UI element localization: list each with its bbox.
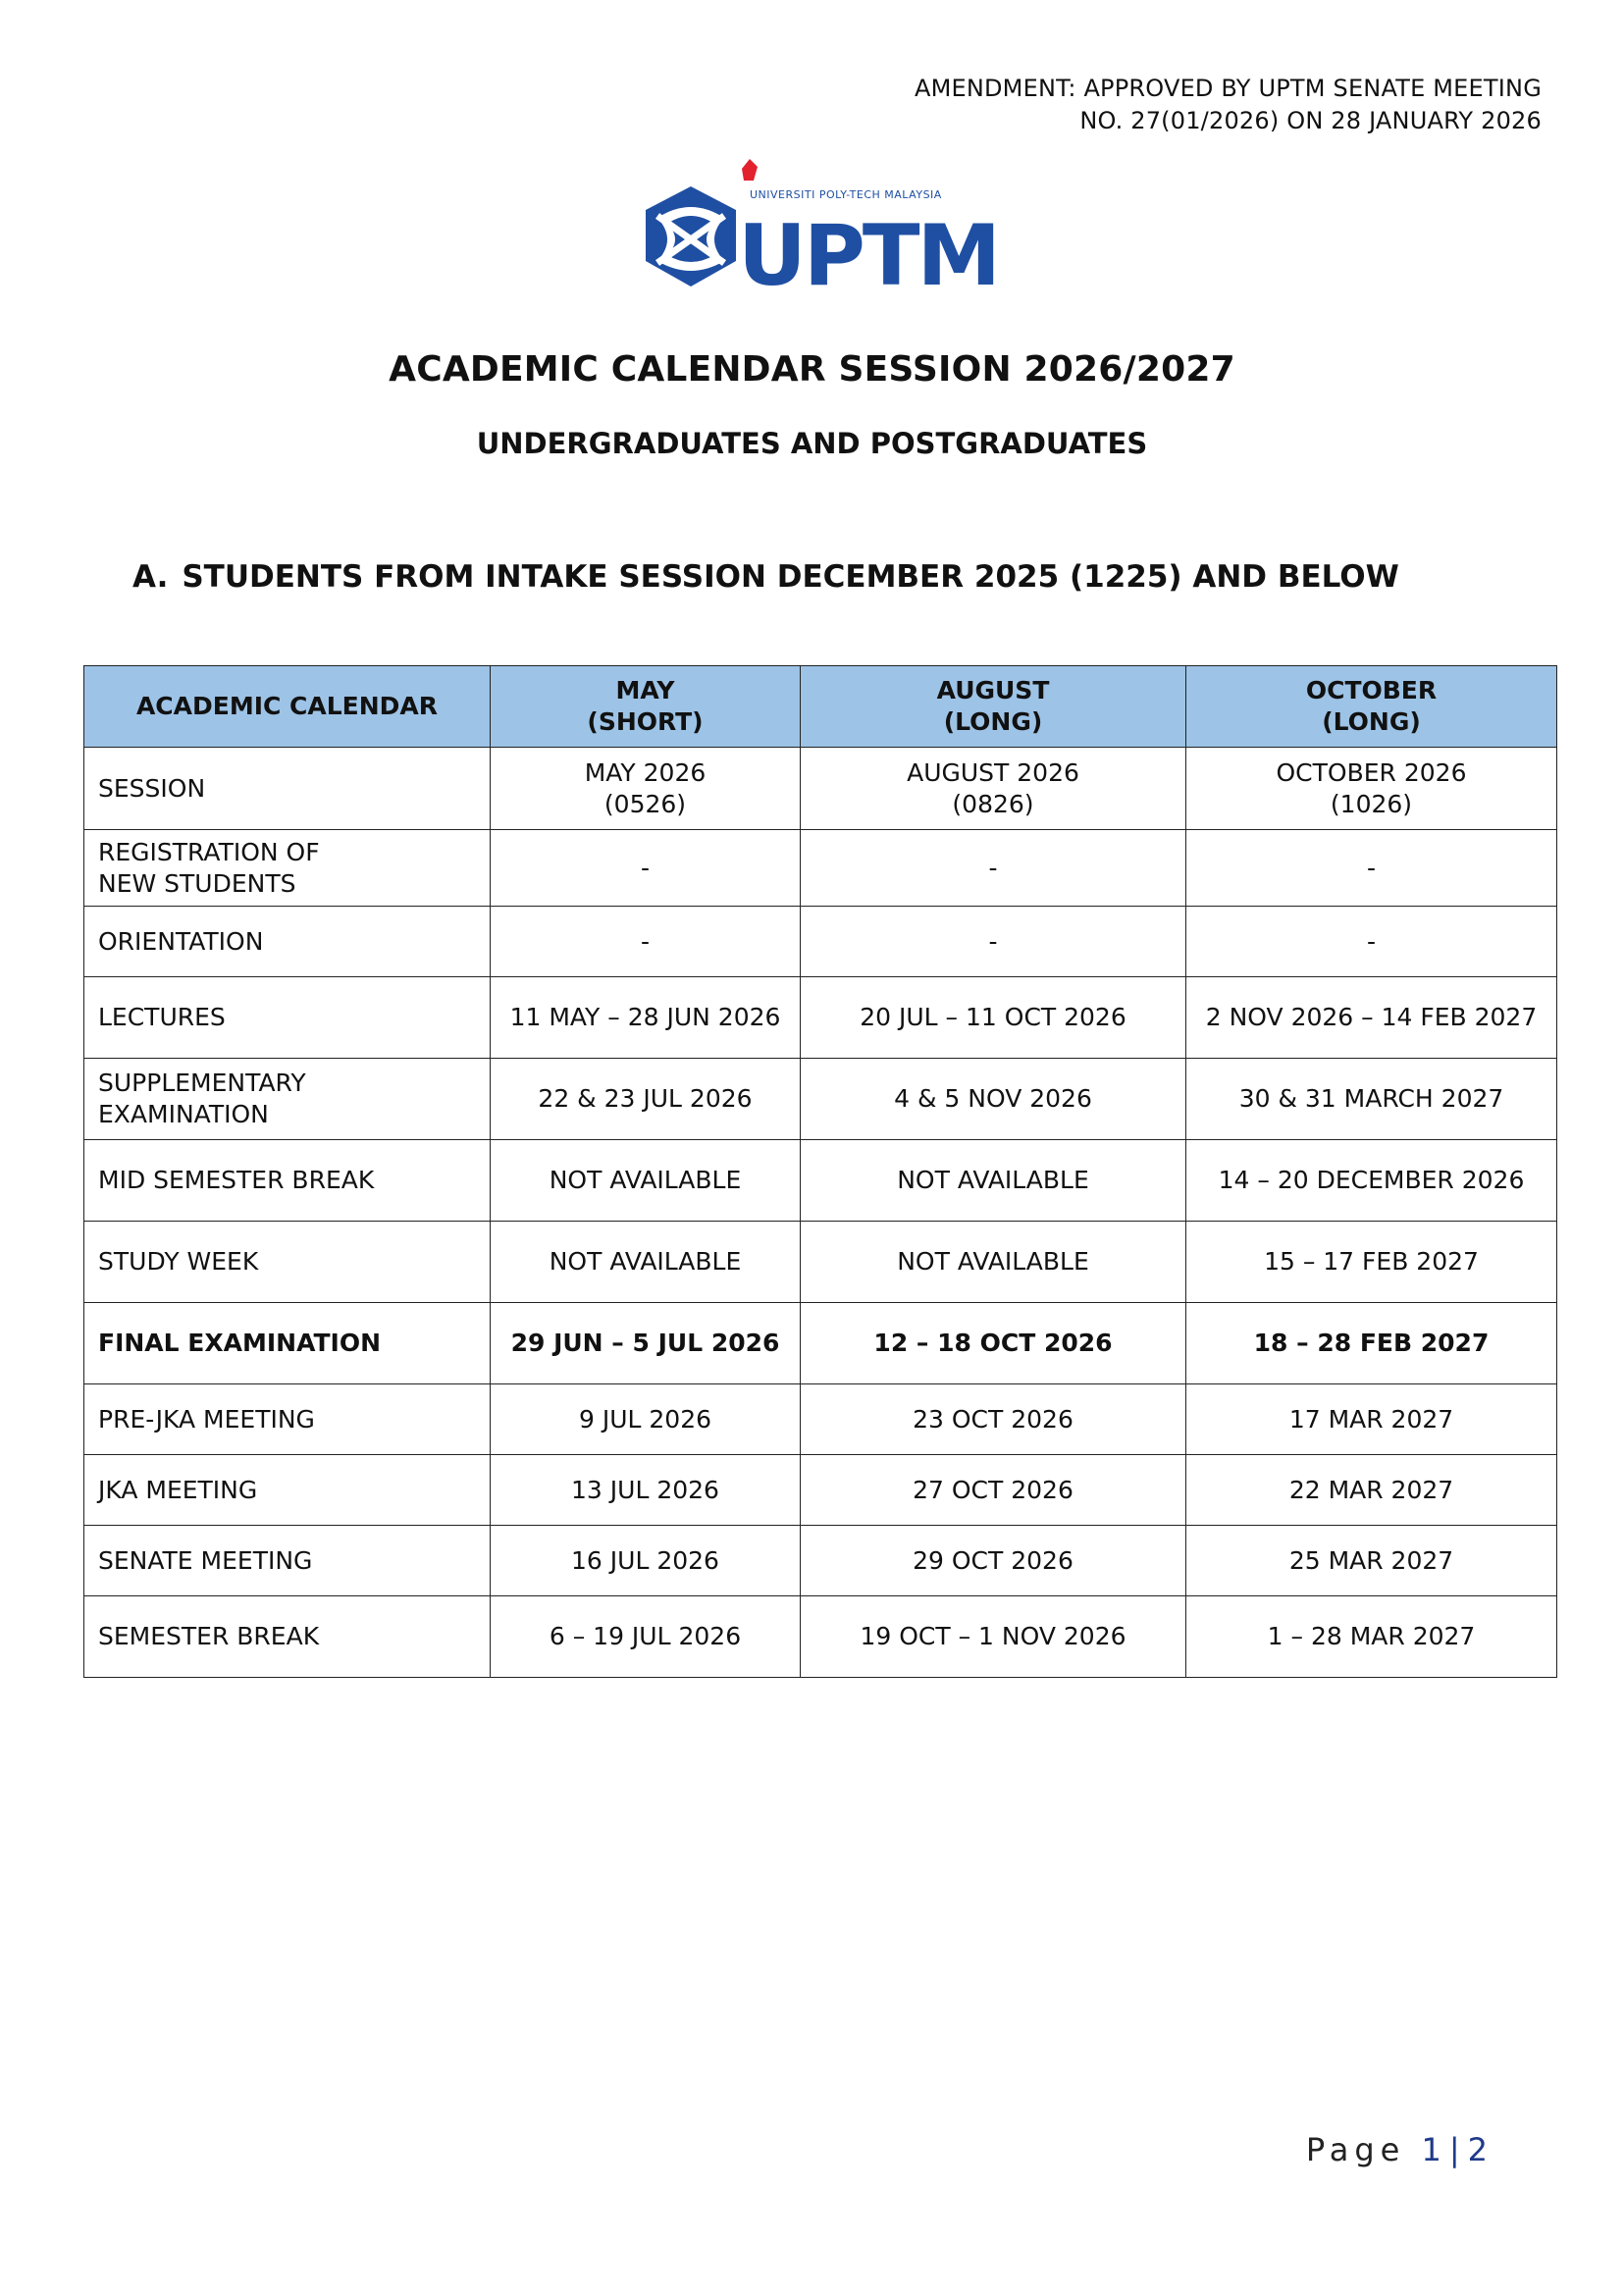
total-pages: 2 [1467, 2131, 1493, 2168]
table-cell-line: 22 MAR 2027 [1288, 1475, 1454, 1504]
row-label-line: PRE-JKA MEETING [98, 1404, 315, 1434]
table-cell-line: 20 JUL – 11 OCT 2026 [860, 1003, 1126, 1031]
table-row [84, 830, 1557, 907]
table-cell [801, 1222, 1186, 1303]
table-cell-line: NOT AVAILABLE [897, 1247, 1089, 1276]
page-number [1306, 2131, 1493, 2168]
table-cell [801, 1384, 1186, 1455]
row-label [84, 1526, 491, 1596]
row-label [84, 1222, 491, 1303]
table-cell [491, 977, 801, 1059]
row-label [84, 1059, 491, 1140]
table-cell [1186, 1303, 1557, 1384]
table-cell-line: NOT AVAILABLE [897, 1166, 1089, 1194]
page-title: ACADEMIC CALENDAR SESSION 2026/2027 [389, 349, 1235, 390]
table-row [84, 1140, 1557, 1222]
table-cell-line: MAY 2026 [584, 757, 707, 787]
table-cell-line: 9 JUL 2026 [578, 1404, 712, 1434]
table-row [84, 977, 1557, 1059]
table-cell-line: 22 & 23 JUL 2026 [538, 1084, 753, 1113]
table-cell [1186, 907, 1557, 977]
table-cell-line: 19 OCT – 1 NOV 2026 [860, 1622, 1126, 1650]
row-label-line: REGISTRATION OF [98, 837, 320, 866]
uptm-logo [628, 159, 1001, 316]
table-cell-line: (1026) [1330, 789, 1413, 818]
table-cell-line: - [1366, 926, 1377, 956]
table-header-row [84, 666, 1557, 748]
table-cell-line: 1 – 28 MAR 2027 [1267, 1622, 1476, 1650]
amendment-line-2: NO. 27(01/2026) ON 28 JANUARY 2026 [1079, 107, 1542, 134]
logo-wordmark: UPTM [738, 207, 999, 305]
page-separator: | [1448, 2131, 1466, 2168]
table-cell-line: 6 – 19 JUL 2026 [549, 1622, 742, 1650]
amendment-line-1: AMENDMENT: APPROVED BY UPTM SENATE MEETING [914, 75, 1542, 102]
table-cell-line: 15 – 17 FEB 2027 [1264, 1247, 1479, 1276]
page-subtitle: UNDERGRADUATES AND POSTGRADUATES [476, 427, 1148, 460]
table-cell [1186, 1455, 1557, 1526]
row-label [84, 1455, 491, 1526]
table-cell-line: 27 OCT 2026 [913, 1475, 1074, 1504]
row-label-line: MID SEMESTER BREAK [98, 1166, 375, 1194]
table-cell-line: 14 – 20 DECEMBER 2026 [1218, 1166, 1525, 1194]
logo-arc-text: UNIVERSITI POLY-TECH MALAYSIA [750, 188, 942, 201]
table-cell-line: 16 JUL 2026 [571, 1545, 719, 1575]
table-cell [801, 1303, 1186, 1384]
table-cell [801, 830, 1186, 907]
table-row [84, 1455, 1557, 1526]
row-label-line: SENATE MEETING [98, 1545, 313, 1575]
column-header-line: AUGUST [936, 676, 1050, 704]
row-label-line: NEW STUDENTS [98, 868, 296, 898]
table-cell [801, 907, 1186, 977]
table-cell [1186, 1059, 1557, 1140]
table-cell [801, 977, 1186, 1059]
table-cell-line: OCTOBER 2026 [1276, 757, 1467, 787]
table-cell-line: 30 & 31 MARCH 2027 [1238, 1084, 1504, 1113]
table-cell-line: NOT AVAILABLE [549, 1247, 742, 1276]
table-cell-line: 17 MAR 2027 [1288, 1404, 1454, 1434]
row-label-line: STUDY WEEK [98, 1247, 259, 1276]
table-cell [491, 1303, 801, 1384]
section-letter: A. [132, 559, 169, 595]
table-cell-line: - [1366, 853, 1377, 882]
academic-calendar-table [83, 665, 1557, 1678]
row-label-line: LECTURES [98, 1003, 226, 1031]
table-cell [801, 1596, 1186, 1678]
table-cell [1186, 748, 1557, 830]
row-label [84, 1140, 491, 1222]
table-cell [491, 1222, 801, 1303]
table-body [84, 748, 1557, 1678]
page-word: Page [1305, 2131, 1406, 2168]
row-label [84, 748, 491, 830]
flame-icon [742, 159, 758, 181]
table-row [84, 1222, 1557, 1303]
row-label-line: FINAL EXAMINATION [98, 1329, 382, 1357]
column-header [801, 666, 1186, 748]
table-cell [491, 1384, 801, 1455]
column-header [491, 666, 801, 748]
table-cell [491, 1596, 801, 1678]
row-label-line: SUPPLEMENTARY EXAMINATION [98, 1069, 306, 1128]
table-cell-line: - [988, 926, 998, 956]
table-row [84, 1384, 1557, 1455]
row-label-line: SEMESTER BREAK [98, 1622, 320, 1650]
table-row [84, 1303, 1557, 1384]
table-cell-line: 4 & 5 NOV 2026 [894, 1084, 1092, 1113]
table-cell-line: - [640, 926, 651, 956]
table-cell-line: - [640, 853, 651, 882]
row-label-line: SESSION [98, 773, 206, 803]
table-cell [1186, 1526, 1557, 1596]
row-label [84, 1596, 491, 1678]
table-cell [801, 1059, 1186, 1140]
column-header [84, 666, 491, 748]
section-heading [132, 559, 1399, 595]
table-cell-line: 18 – 28 FEB 2027 [1253, 1329, 1490, 1357]
table-cell-line: (0826) [952, 789, 1034, 818]
table-cell [491, 1455, 801, 1526]
table-cell-line: 2 NOV 2026 – 14 FEB 2027 [1205, 1003, 1538, 1031]
table-cell [801, 1140, 1186, 1222]
table-cell-line: 25 MAR 2027 [1288, 1545, 1454, 1575]
table-cell [801, 748, 1186, 830]
row-label [84, 1384, 491, 1455]
column-header-line: ACADEMIC CALENDAR [135, 692, 439, 720]
table-cell [491, 907, 801, 977]
table-cell [491, 1059, 801, 1140]
table-cell [1186, 977, 1557, 1059]
table-cell [1186, 1222, 1557, 1303]
table-cell-line: (0526) [603, 789, 687, 818]
section-heading-text: STUDENTS FROM INTAKE SESSION DECEMBER 2025 (1225) AND BELOW [182, 559, 1399, 595]
table-cell [491, 830, 801, 907]
table-cell-line: 12 – 18 OCT 2026 [873, 1329, 1113, 1357]
globe-emblem-icon [646, 186, 736, 287]
table-cell [801, 1526, 1186, 1596]
row-label-line: ORIENTATION [98, 926, 264, 956]
table-cell [491, 748, 801, 830]
row-label-line: JKA MEETING [98, 1475, 258, 1504]
row-label [84, 907, 491, 977]
table-cell-line: 23 OCT 2026 [913, 1404, 1074, 1434]
table-cell [1186, 830, 1557, 907]
row-label [84, 830, 491, 907]
table-cell [491, 1140, 801, 1222]
table-cell [491, 1526, 801, 1596]
table-row [84, 1059, 1557, 1140]
table-cell-line: 13 JUL 2026 [571, 1475, 719, 1504]
table-cell-line: 29 OCT 2026 [913, 1545, 1074, 1575]
table-cell-line: 11 MAY – 28 JUN 2026 [509, 1003, 781, 1031]
current-page: 1 [1421, 2131, 1447, 2168]
table-row [84, 907, 1557, 977]
table-cell-line: NOT AVAILABLE [549, 1166, 742, 1194]
row-label [84, 1303, 491, 1384]
row-label [84, 977, 491, 1059]
column-header-line: OCTOBER [1305, 676, 1438, 704]
table-cell [1186, 1140, 1557, 1222]
column-header [1186, 666, 1557, 748]
amendment-note [915, 73, 1542, 137]
column-header-line: (LONG) [943, 707, 1043, 736]
table-cell-line: 29 JUN – 5 JUL 2026 [510, 1329, 780, 1357]
table-row [84, 748, 1557, 830]
column-header-line: (SHORT) [587, 707, 704, 736]
table-row [84, 1596, 1557, 1678]
table-cell [801, 1455, 1186, 1526]
table-cell-line: AUGUST 2026 [907, 757, 1079, 787]
column-header-line: (LONG) [1322, 707, 1421, 736]
table-cell [1186, 1384, 1557, 1455]
column-header-line: MAY [615, 676, 675, 704]
table-row [84, 1526, 1557, 1596]
table-cell-line: - [988, 853, 998, 882]
table-cell [1186, 1596, 1557, 1678]
